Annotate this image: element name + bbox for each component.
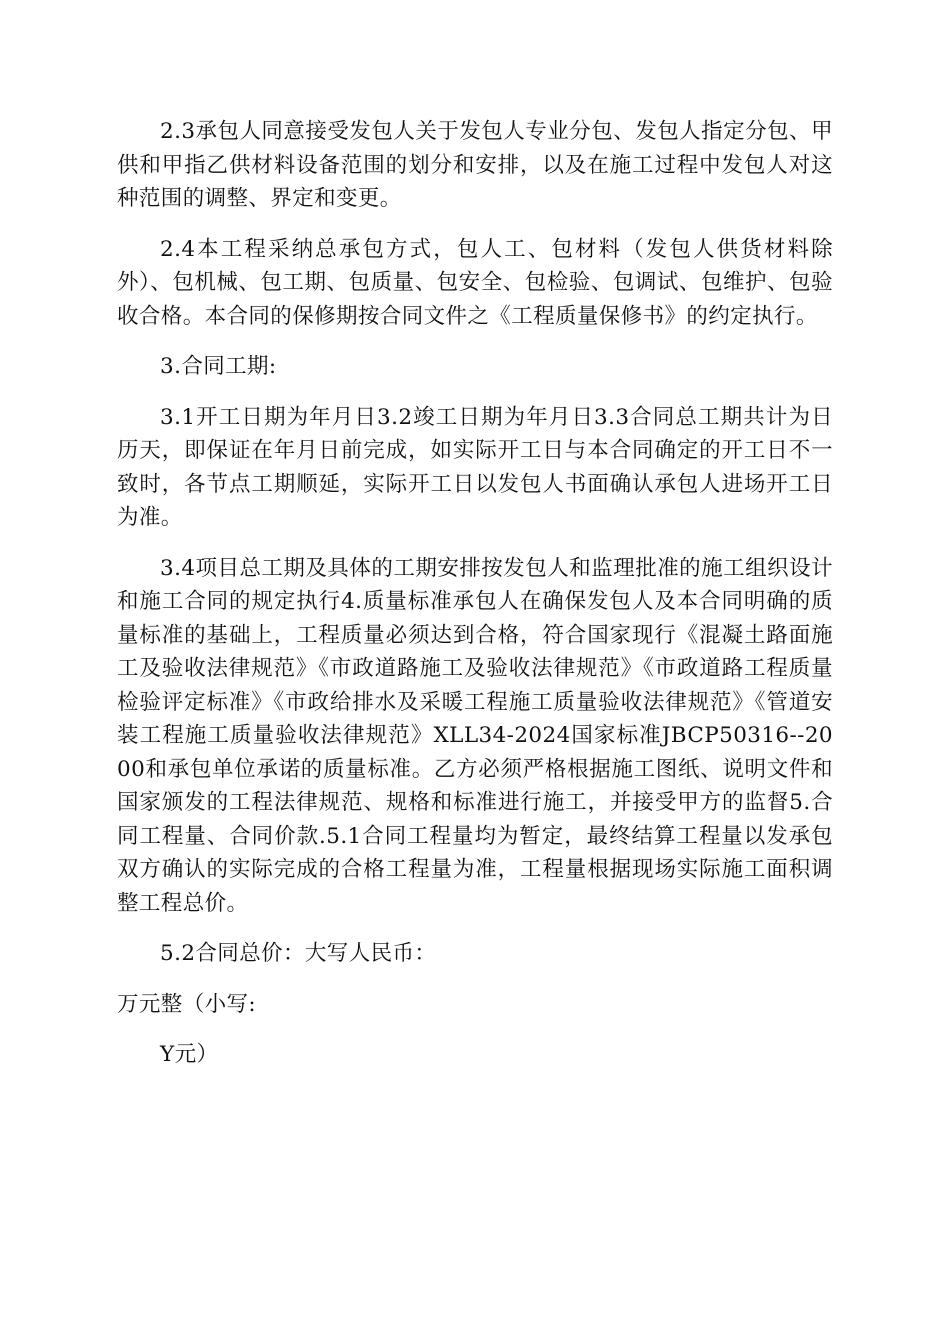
heading-contract-period: 3.合同工期:	[160, 354, 277, 379]
paragraph-amount-words: 万元整（小写:	[117, 991, 257, 1017]
paragraph-amount-figures: Y元）	[160, 1042, 219, 1067]
paragraph-clause-5-2: 5.2合同总价：大写人民币：	[160, 941, 437, 966]
paragraph-clause-2-4: 2.4本工程采纳总承包方式，包人工、包材料（发包人供货材料除外）、包机械、包工期、包质量、包安全、包检验、包调试、包维护、包验收合格。本合同的保修期按合同文件之《工程质量保修书》的约定执行。	[117, 236, 833, 329]
paragraph-clause-2-3: 2.3承包人同意接受发包人关于发包人专业分包、发包人指定分包、甲供和甲指乙供材料设备范围的划分和安排，以及在施工过程中发包人对这种范围的调整、界定和变更。	[117, 119, 833, 211]
paragraph-clause-3-4: 3.4项目总工期及具体的工期安排按发包人和监理批准的施工组织设计和施工合同的规定执行4.质量标准承包人在确保发包人及本合同明确的质量标准的基础上，工程质量必须达到合格，符合国家现行《混凝土路面施工及验收法律规范》《市政道路施工及验收法律规范》《市政道路工程质量检验评定标准》《市政给排水及采暖工程施工质量验收法律规范》《管道安装工程施工质量验收法律规范》XLL34-2024国家标准JBCP50316--2000和承包单位承诺的质量标准。乙方必须严格根据施工图纸、说明文件和国家颁发的工程法律规范、规格和标准进行施工，并接受甲方的监督5.合同工程量、合同价款.5.1合同工程量均为暂定，最终结算工程量以发承包双方确认的实际完成的合格工程量为准，工程量根据现场实际施工面积调整工程总价。	[117, 555, 833, 916]
document-page	[117, 115, 833, 1089]
paragraph-clause-3-1: 3.1开工日期为年月日3.2竣工日期为年月日3.3合同总工期共计为日历天，即保证在年月日前完成，如实际开工日与本合同确定的开工日不一致时，各节点工期顺延，实际开工日以发包人书面确认承包人进场开工日为准。	[117, 404, 833, 530]
